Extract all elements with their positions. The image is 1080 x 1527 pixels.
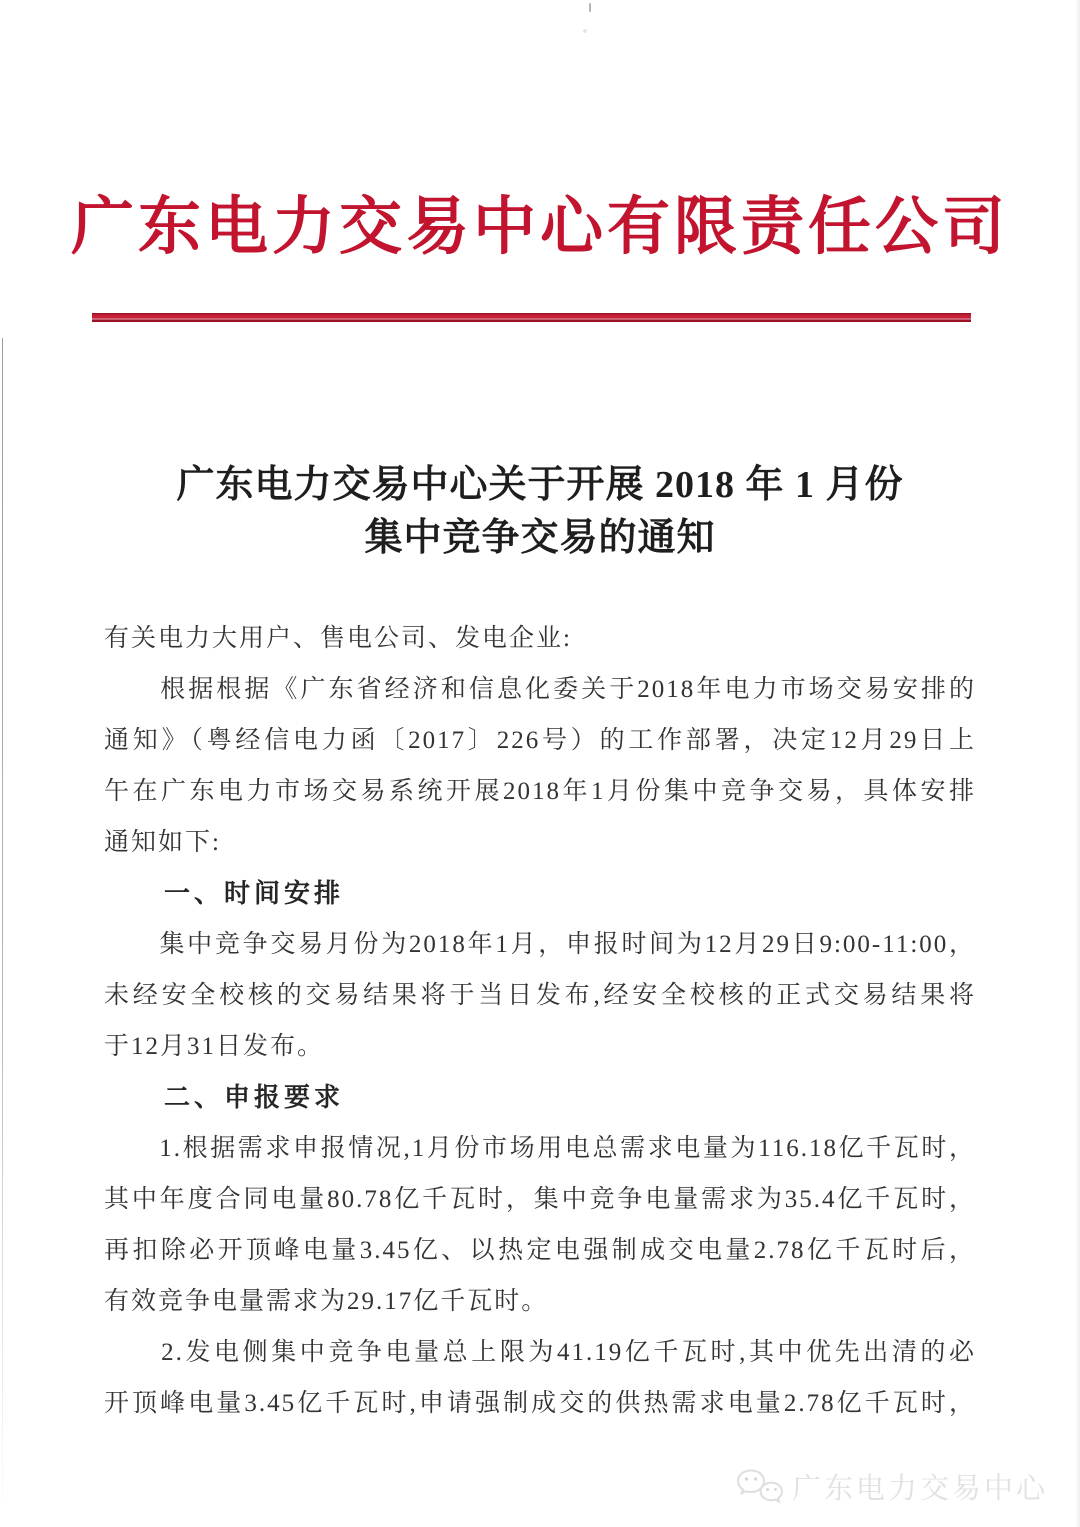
document-title-line2: 集中竞争交易的通知 bbox=[364, 517, 716, 559]
body-line: 其中年度合同电量80.78亿千瓦时，集中竞争电量需求为35.4亿千瓦时， bbox=[104, 1186, 976, 1213]
body-line-salutation: 有关电力大用户、售电公司、发电企业: bbox=[104, 625, 572, 652]
body-line: 开顶峰电量3.45亿千瓦时,申请强制成交的供热需求电量2.78亿千瓦时， bbox=[104, 1390, 976, 1417]
body-line: 再扣除必开顶峰电量3.45亿、以热定电强制成交电量2.78亿千瓦时后， bbox=[104, 1237, 976, 1264]
scan-artifact-speck bbox=[583, 29, 587, 33]
scan-artifact-left-edge-line bbox=[2, 338, 3, 1523]
scan-artifact-speck bbox=[589, 3, 591, 12]
wechat-icon bbox=[736, 1468, 784, 1506]
scan-artifact-right-edge-shade bbox=[1075, 0, 1080, 1527]
body-line: 未经安全校核的交易结果将于当日发布,经安全校核的正式交易结果将 bbox=[104, 982, 976, 1009]
letterhead-company-title: 广东电力交易中心有限责任公司 bbox=[71, 192, 1009, 262]
section-heading-2: 二、申报要求 bbox=[104, 1082, 345, 1112]
watermark-label: 广东电力交易中心 bbox=[791, 1473, 1048, 1505]
red-separator-line bbox=[92, 313, 971, 322]
body-line: 于12月31日发布。 bbox=[104, 1033, 325, 1060]
body-line: 通知如下: bbox=[104, 829, 221, 856]
body-line: 午在广东电力市场交易系统开展2018年1月份集中竞争交易，具体安排 bbox=[104, 778, 976, 805]
body-line: 通知》（粤经信电力函〔2017〕226号）的工作部署，决定12月29日上 bbox=[104, 727, 976, 754]
section-heading-1: 一、时间安排 bbox=[104, 878, 345, 908]
body-line: 集中竞争交易月份为2018年1月，申报时间为12月29日9:00-11:00， bbox=[104, 931, 976, 958]
watermark bbox=[736, 1466, 1048, 1507]
document-title-line1: 广东电力交易中心关于开展 2018 年 1 月份 bbox=[176, 464, 904, 506]
body-line: 2.发电侧集中竞争电量总上限为41.19亿千瓦时,其中优先出清的必 bbox=[104, 1339, 976, 1366]
document-title bbox=[0, 459, 1080, 565]
body-line: 有效竞争电量需求为29.17亿千瓦时。 bbox=[104, 1288, 549, 1315]
body-line: 根据根据《广东省经济和信息化委关于2018年电力市场交易安排的 bbox=[104, 676, 976, 703]
body-line: 1.根据需求申报情况,1月份市场用电总需求电量为116.18亿千瓦时， bbox=[104, 1135, 976, 1162]
document-body bbox=[104, 613, 976, 1429]
